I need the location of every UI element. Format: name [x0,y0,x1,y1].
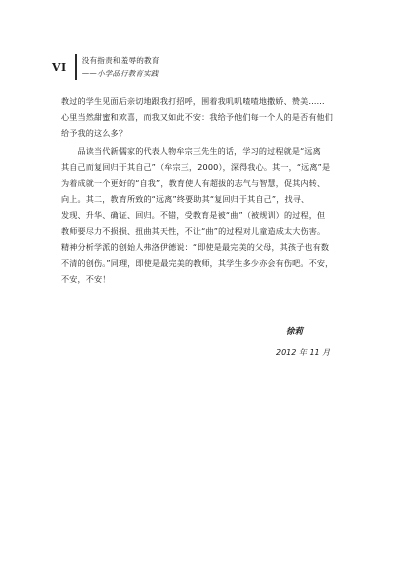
page-number: VI [52,60,67,74]
header-titles [82,55,160,79]
author-signature: 徐莉 [286,327,304,337]
text-line: 其自己而复回归于其自己”（牟宗三，2000），深得我心。其一，“远离”是 [61,162,331,172]
book-title: 没有指责和羞辱的教育 [81,56,160,65]
book-subtitle: ——小学品行教育实践 [81,69,159,78]
text-line: 给予我的这么多？ [61,128,127,138]
text-line: 教过的学生见面后亲切地跟我打招呼，围着我叽叽喳喳地撒娇、赞美…… [61,96,325,106]
header-divider [75,54,77,80]
text-line: 教师要尽力不损损、扭曲其天性，不让“曲”的过程对儿童造成太大伤害。 [61,226,326,236]
running-header [52,50,160,84]
signature-date: 2012 年 11 月 [276,348,331,357]
text-line: 不清的创伤。”同理，即使是最完美的教师，其学生多少亦会有伤吧。不安， [61,258,334,268]
text-line: 不安，不安！ [61,274,111,284]
text-line: 向上。其二，教育所致的“远离”终要助其“复回归于其自己”，找寻、 [61,194,310,204]
text-line: 为着成就一个更好的“自我”，教育使人有超拔的志气与智慧，促其内转、 [61,178,326,188]
text-line: 发现、升华、确证、回归。不错，受教育是被“曲”（被规训）的过程，但 [61,210,326,220]
text-line: 品读当代新儒家的代表人物牟宗三先生的话，学习的过程就是“远离 [61,146,321,156]
text-line: 精神分析学派的创始人弗洛伊德说：“即使是最完美的父母，其孩子也有数 [61,242,330,252]
text-line: 心里当然甜蜜和欢喜，而我又如此不安：我给予他们每一个人的是否有他们 [61,112,334,122]
body-text [61,93,339,287]
